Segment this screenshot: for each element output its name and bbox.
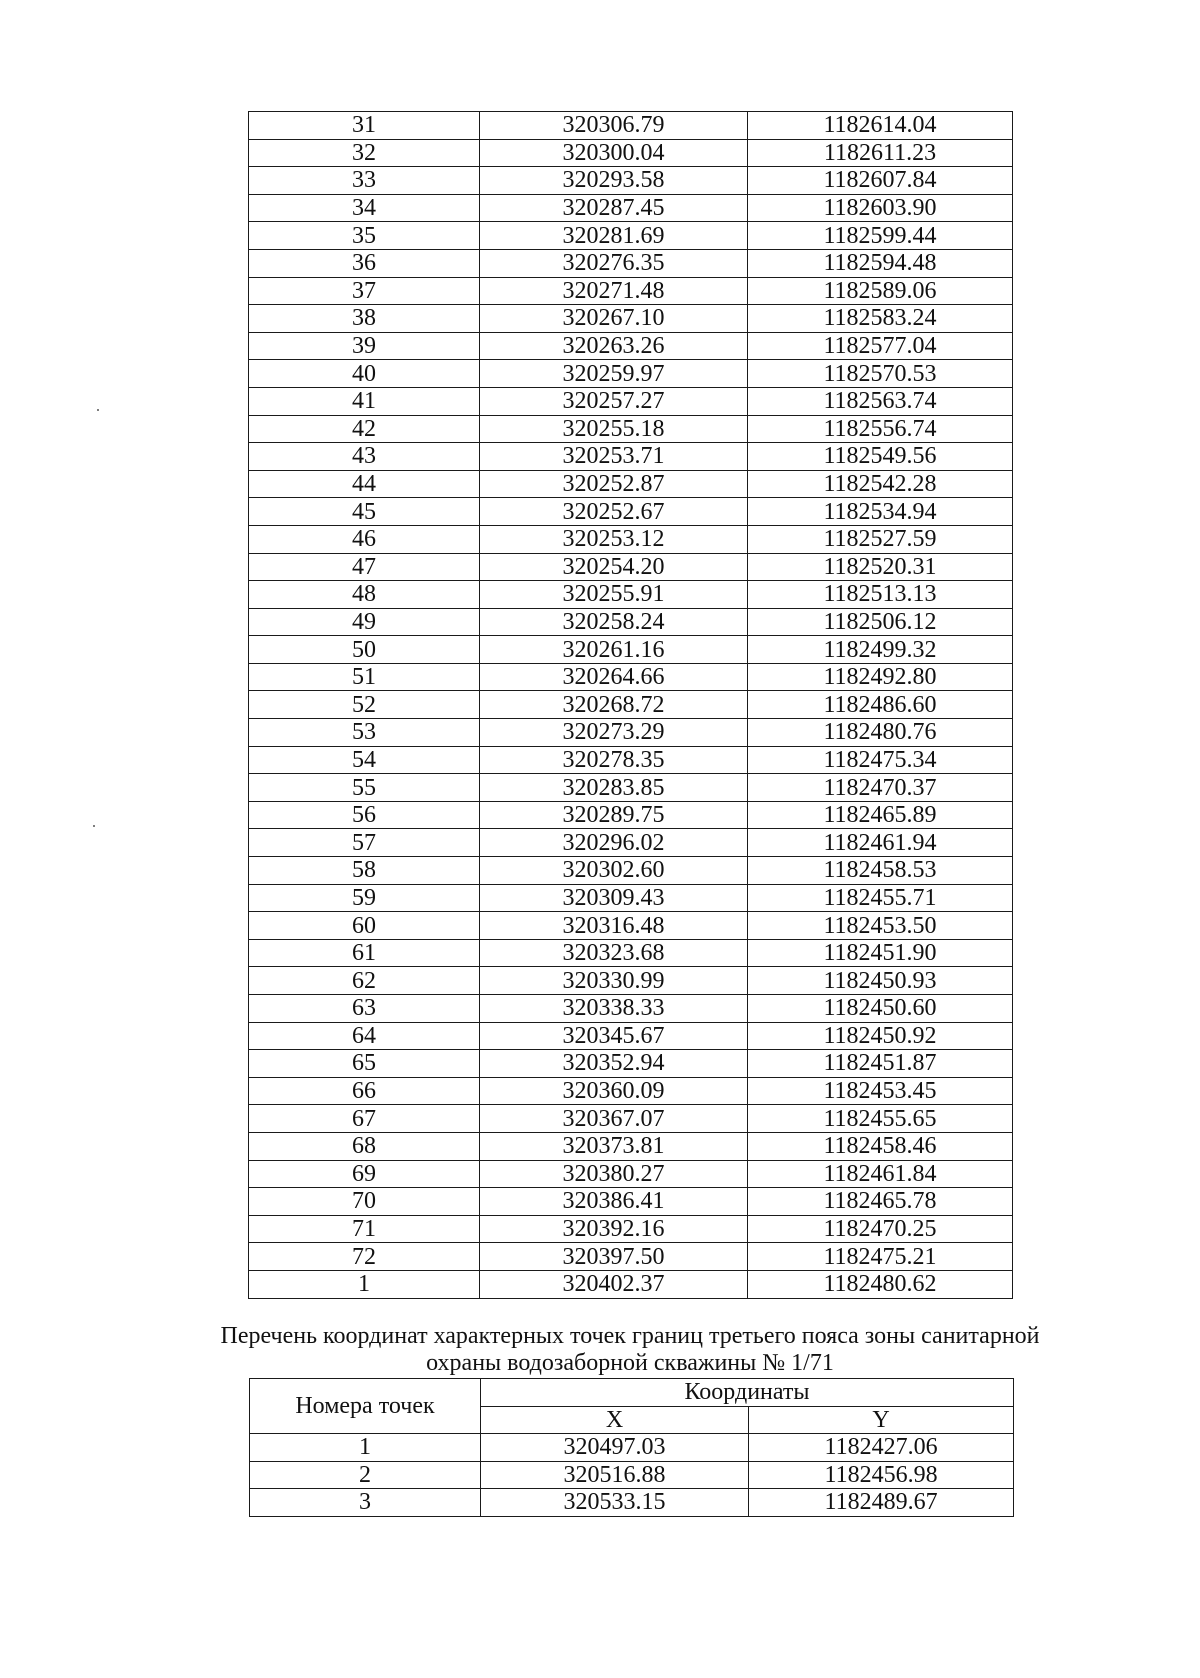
point-number-cell: 43: [249, 443, 480, 471]
x-coordinate-cell: 320276.35: [480, 249, 748, 277]
table-row: [249, 1105, 1013, 1133]
table-row: [249, 939, 1013, 967]
table-row: [249, 112, 1013, 140]
table-row: [249, 277, 1013, 305]
x-coordinate-cell: 320330.99: [480, 967, 748, 995]
table-row: [249, 912, 1013, 940]
y-coordinate-cell: 1182475.21: [748, 1243, 1013, 1271]
x-coordinate-cell: 320338.33: [480, 995, 748, 1023]
point-number-cell: 42: [249, 415, 480, 443]
point-number-cell: 60: [249, 912, 480, 940]
y-coordinate-cell: 1182542.28: [748, 470, 1013, 498]
x-coordinate-cell: 320281.69: [480, 222, 748, 250]
table-row: [249, 967, 1013, 995]
y-coordinate-cell: 1182455.65: [748, 1105, 1013, 1133]
point-number-cell: 54: [249, 746, 480, 774]
table-row: [249, 608, 1013, 636]
x-coordinate-cell: 320271.48: [480, 277, 748, 305]
y-coordinate-cell: 1182480.62: [748, 1270, 1013, 1298]
x-coordinate-cell: 320323.68: [480, 939, 748, 967]
x-coordinate-cell: 320516.88: [481, 1461, 749, 1489]
table-row: [249, 663, 1013, 691]
point-number-cell: 2: [250, 1461, 481, 1489]
y-coordinate-cell: 1182458.53: [748, 857, 1013, 885]
x-coordinate-cell: 320402.37: [480, 1270, 748, 1298]
y-coordinate-cell: 1182465.78: [748, 1188, 1013, 1216]
point-number-cell: 63: [249, 995, 480, 1023]
x-coordinate-cell: 320316.48: [480, 912, 748, 940]
table-row: [249, 719, 1013, 747]
y-coordinate-cell: 1182470.25: [748, 1215, 1013, 1243]
point-number-cell: 64: [249, 1022, 480, 1050]
table-row: [249, 746, 1013, 774]
x-coordinate-cell: 320254.20: [480, 553, 748, 581]
x-coordinate-cell: 320367.07: [480, 1105, 748, 1133]
table-row: [249, 581, 1013, 609]
x-coordinate-cell: 320296.02: [480, 829, 748, 857]
point-number-cell: 53: [249, 719, 480, 747]
point-number-cell: 33: [249, 167, 480, 195]
y-coordinate-cell: 1182563.74: [748, 387, 1013, 415]
y-coordinate-cell: 1182475.34: [748, 746, 1013, 774]
x-coordinate-cell: 320380.27: [480, 1160, 748, 1188]
y-coordinate-cell: 1182577.04: [748, 332, 1013, 360]
table-row: [249, 249, 1013, 277]
point-number-cell: 69: [249, 1160, 480, 1188]
table-row: [249, 470, 1013, 498]
x-coordinate-cell: 320252.67: [480, 498, 748, 526]
coordinates-table-body: [249, 112, 1013, 1299]
y-coordinate-cell: 1182614.04: [748, 112, 1013, 140]
point-number-cell: 61: [249, 939, 480, 967]
third-zone-table-body: [250, 1434, 1014, 1517]
y-coordinate-cell: 1182470.37: [748, 774, 1013, 802]
y-coordinate-cell: 1182453.50: [748, 912, 1013, 940]
point-number-cell: 34: [249, 194, 480, 222]
point-number-cell: 59: [249, 884, 480, 912]
x-coordinate-cell: 320264.66: [480, 663, 748, 691]
third-zone-coordinates-table: [249, 1378, 1014, 1517]
y-coordinate-cell: 1182506.12: [748, 608, 1013, 636]
y-coordinate-cell: 1182455.71: [748, 884, 1013, 912]
y-coordinate-cell: 1182549.56: [748, 443, 1013, 471]
y-coordinate-cell: 1182456.98: [749, 1461, 1014, 1489]
x-coordinate-cell: 320287.45: [480, 194, 748, 222]
header-point-numbers: Номера точек: [250, 1379, 481, 1434]
table-row: [249, 691, 1013, 719]
x-coordinate-cell: 320278.35: [480, 746, 748, 774]
point-number-cell: 50: [249, 636, 480, 664]
x-coordinate-cell: 320300.04: [480, 139, 748, 167]
x-coordinate-cell: 320255.18: [480, 415, 748, 443]
x-coordinate-cell: 320283.85: [480, 774, 748, 802]
y-coordinate-cell: 1182599.44: [748, 222, 1013, 250]
table-row: [249, 636, 1013, 664]
x-coordinate-cell: 320392.16: [480, 1215, 748, 1243]
header-y: Y: [749, 1406, 1014, 1434]
table-header: [250, 1379, 1014, 1434]
point-number-cell: 65: [249, 1050, 480, 1078]
y-coordinate-cell: 1182499.32: [748, 636, 1013, 664]
table-row: [249, 360, 1013, 388]
point-number-cell: 3: [250, 1489, 481, 1517]
point-number-cell: 51: [249, 663, 480, 691]
coordinates-table-continued: [248, 111, 1013, 1299]
table-row: [250, 1434, 1014, 1462]
table-row: [249, 1022, 1013, 1050]
point-number-cell: 49: [249, 608, 480, 636]
header-x: X: [481, 1406, 749, 1434]
y-coordinate-cell: 1182607.84: [748, 167, 1013, 195]
point-number-cell: 46: [249, 525, 480, 553]
point-number-cell: 52: [249, 691, 480, 719]
point-number-cell: 58: [249, 857, 480, 885]
scan-speck: [97, 409, 99, 411]
x-coordinate-cell: 320261.16: [480, 636, 748, 664]
y-coordinate-cell: 1182465.89: [748, 801, 1013, 829]
y-coordinate-cell: 1182458.46: [748, 1132, 1013, 1160]
table-row: [249, 1050, 1013, 1078]
x-coordinate-cell: 320345.67: [480, 1022, 748, 1050]
table-row: [249, 801, 1013, 829]
table-row: [249, 553, 1013, 581]
y-coordinate-cell: 1182486.60: [748, 691, 1013, 719]
point-number-cell: 55: [249, 774, 480, 802]
y-coordinate-cell: 1182583.24: [748, 305, 1013, 333]
table-row: [249, 498, 1013, 526]
table-row: [249, 139, 1013, 167]
point-number-cell: 31: [249, 112, 480, 140]
point-number-cell: 66: [249, 1077, 480, 1105]
x-coordinate-cell: 320255.91: [480, 581, 748, 609]
section-caption-line-1: Перечень координат характерных точек границ третьего пояса зоны санитарной: [220, 1323, 1040, 1349]
y-coordinate-cell: 1182527.59: [748, 525, 1013, 553]
point-number-cell: 41: [249, 387, 480, 415]
table-row: [249, 415, 1013, 443]
point-number-cell: 1: [249, 1270, 480, 1298]
x-coordinate-cell: 320352.94: [480, 1050, 748, 1078]
point-number-cell: 70: [249, 1188, 480, 1216]
y-coordinate-cell: 1182556.74: [748, 415, 1013, 443]
point-number-cell: 56: [249, 801, 480, 829]
y-coordinate-cell: 1182480.76: [748, 719, 1013, 747]
table-row: [250, 1461, 1014, 1489]
table-row: [249, 1188, 1013, 1216]
table-row: [249, 387, 1013, 415]
header-coordinates: Координаты: [481, 1379, 1014, 1407]
table-row: [249, 1270, 1013, 1298]
point-number-cell: 72: [249, 1243, 480, 1271]
y-coordinate-cell: 1182451.90: [748, 939, 1013, 967]
table-row: [249, 1077, 1013, 1105]
point-number-cell: 44: [249, 470, 480, 498]
x-coordinate-cell: 320309.43: [480, 884, 748, 912]
x-coordinate-cell: 320258.24: [480, 608, 748, 636]
x-coordinate-cell: 320268.72: [480, 691, 748, 719]
point-number-cell: 38: [249, 305, 480, 333]
table-row: [249, 884, 1013, 912]
point-number-cell: 62: [249, 967, 480, 995]
scan-speck: [93, 825, 95, 827]
y-coordinate-cell: 1182427.06: [749, 1434, 1014, 1462]
x-coordinate-cell: 320267.10: [480, 305, 748, 333]
y-coordinate-cell: 1182589.06: [748, 277, 1013, 305]
point-number-cell: 1: [250, 1434, 481, 1462]
point-number-cell: 32: [249, 139, 480, 167]
point-number-cell: 37: [249, 277, 480, 305]
table-row: [249, 443, 1013, 471]
table-row: [249, 194, 1013, 222]
y-coordinate-cell: 1182489.67: [749, 1489, 1014, 1517]
y-coordinate-cell: 1182451.87: [748, 1050, 1013, 1078]
table-row: [249, 525, 1013, 553]
table-row: [249, 167, 1013, 195]
y-coordinate-cell: 1182594.48: [748, 249, 1013, 277]
x-coordinate-cell: 320533.15: [481, 1489, 749, 1517]
y-coordinate-cell: 1182570.53: [748, 360, 1013, 388]
table-row: [249, 332, 1013, 360]
table-row: [249, 995, 1013, 1023]
x-coordinate-cell: 320259.97: [480, 360, 748, 388]
point-number-cell: 48: [249, 581, 480, 609]
x-coordinate-cell: 320273.29: [480, 719, 748, 747]
table-row: [249, 1215, 1013, 1243]
x-coordinate-cell: 320253.71: [480, 443, 748, 471]
table-row: [249, 305, 1013, 333]
table-row: [249, 1160, 1013, 1188]
point-number-cell: 45: [249, 498, 480, 526]
table-row: [249, 1132, 1013, 1160]
table-row: [249, 857, 1013, 885]
point-number-cell: 71: [249, 1215, 480, 1243]
y-coordinate-cell: 1182534.94: [748, 498, 1013, 526]
y-coordinate-cell: 1182513.13: [748, 581, 1013, 609]
y-coordinate-cell: 1182461.94: [748, 829, 1013, 857]
table-row: [249, 222, 1013, 250]
y-coordinate-cell: 1182453.45: [748, 1077, 1013, 1105]
y-coordinate-cell: 1182461.84: [748, 1160, 1013, 1188]
y-coordinate-cell: 1182603.90: [748, 194, 1013, 222]
y-coordinate-cell: 1182450.92: [748, 1022, 1013, 1050]
point-number-cell: 36: [249, 249, 480, 277]
x-coordinate-cell: 320360.09: [480, 1077, 748, 1105]
point-number-cell: 39: [249, 332, 480, 360]
y-coordinate-cell: 1182611.23: [748, 139, 1013, 167]
table-row: [249, 774, 1013, 802]
x-coordinate-cell: 320306.79: [480, 112, 748, 140]
x-coordinate-cell: 320302.60: [480, 857, 748, 885]
x-coordinate-cell: 320397.50: [480, 1243, 748, 1271]
point-number-cell: 57: [249, 829, 480, 857]
section-caption-line-2: охраны водозаборной скважины № 1/71: [426, 1350, 834, 1376]
x-coordinate-cell: 320373.81: [480, 1132, 748, 1160]
point-number-cell: 68: [249, 1132, 480, 1160]
x-coordinate-cell: 320263.26: [480, 332, 748, 360]
x-coordinate-cell: 320257.27: [480, 387, 748, 415]
y-coordinate-cell: 1182450.93: [748, 967, 1013, 995]
x-coordinate-cell: 320497.03: [481, 1434, 749, 1462]
point-number-cell: 40: [249, 360, 480, 388]
y-coordinate-cell: 1182492.80: [748, 663, 1013, 691]
x-coordinate-cell: 320289.75: [480, 801, 748, 829]
y-coordinate-cell: 1182520.31: [748, 553, 1013, 581]
point-number-cell: 67: [249, 1105, 480, 1133]
table-row: [249, 829, 1013, 857]
x-coordinate-cell: 320386.41: [480, 1188, 748, 1216]
x-coordinate-cell: 320252.87: [480, 470, 748, 498]
table-row: [249, 1243, 1013, 1271]
point-number-cell: 47: [249, 553, 480, 581]
y-coordinate-cell: 1182450.60: [748, 995, 1013, 1023]
point-number-cell: 35: [249, 222, 480, 250]
x-coordinate-cell: 320293.58: [480, 167, 748, 195]
x-coordinate-cell: 320253.12: [480, 525, 748, 553]
table-row: [250, 1489, 1014, 1517]
